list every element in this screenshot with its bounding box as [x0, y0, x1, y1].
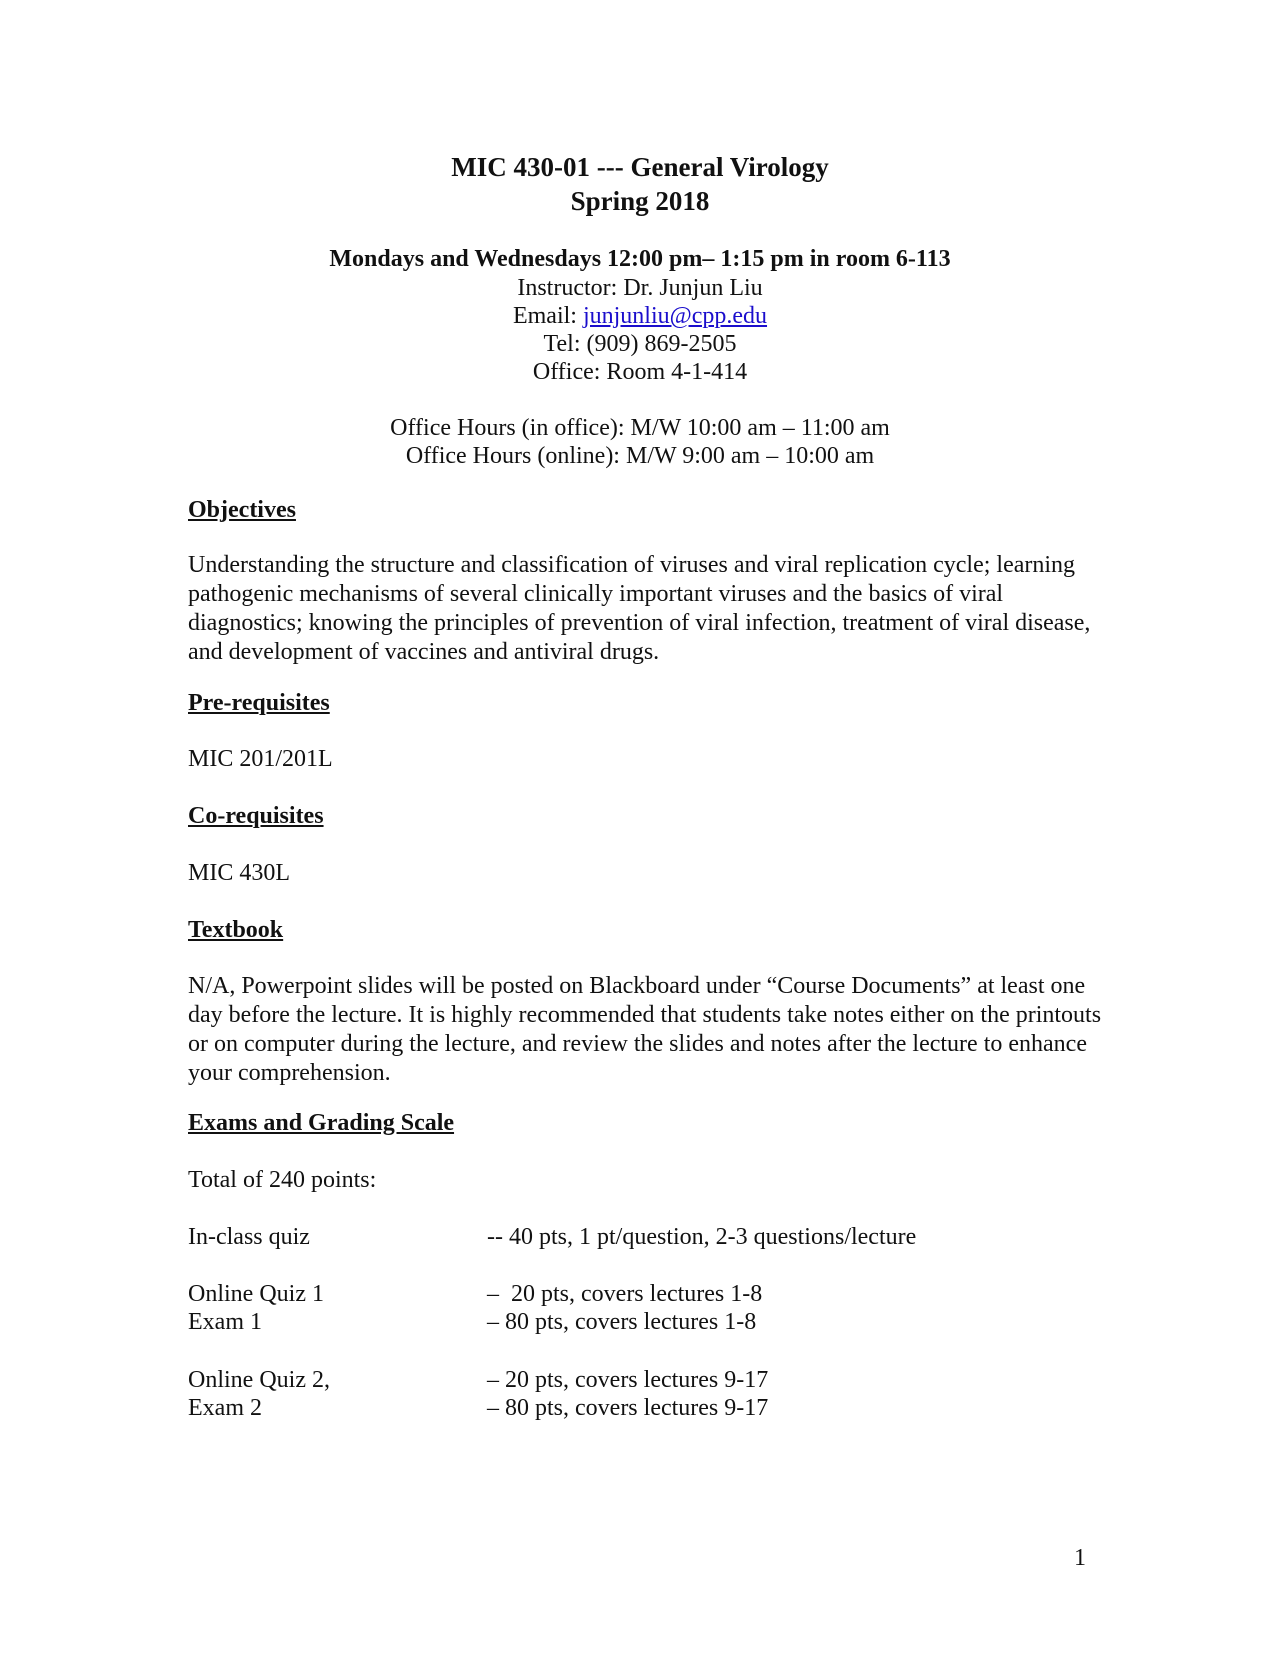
semester-title: Spring 2018 — [570, 186, 710, 216]
email-label: Email: — [512, 303, 583, 329]
grade-item-desc: – 20 pts, covers lectures 1-8 — [487, 1281, 763, 1307]
corequisites-heading: Co-requisites — [188, 803, 324, 829]
exams-total: Total of 240 points: — [188, 1167, 377, 1193]
grade-item-label: Online Quiz 2, — [188, 1367, 330, 1393]
grade-item-label: Exam 1 — [188, 1309, 262, 1335]
prerequisites-text: MIC 201/201L — [188, 746, 333, 772]
grade-item-label: Exam 2 — [188, 1395, 262, 1421]
office-hours-online: Office Hours (online): M/W 9:00 am – 10:00 am — [405, 443, 875, 469]
objectives-heading: Objectives — [188, 497, 296, 523]
grade-item-label: In-class quiz — [188, 1224, 310, 1250]
textbook-text: N/A, Powerpoint slides will be posted on Blackboard under “Course Documents” at least one day before the lecture. It is highly recommended that students take notes either on the printouts or on computer during the lecture, and review the slides and notes after the lecture to enhance your comprehension. — [188, 973, 1102, 1086]
exams-heading: Exams and Grading Scale — [188, 1110, 455, 1136]
grade-item-desc: -- 40 pts, 1 pt/question, 2-3 questions/lecture — [487, 1224, 917, 1250]
page-number: 1 — [1074, 1545, 1086, 1571]
class-schedule: Mondays and Wednesdays 12:00 pm– 1:15 pm in room 6-113 — [329, 246, 951, 272]
email-line — [0, 302, 1280, 331]
prerequisites-heading: Pre-requisites — [188, 690, 330, 716]
email-link[interactable]: junjunliu@cpp.edu — [582, 303, 768, 329]
course-title: MIC 430-01 --- General Virology — [451, 152, 829, 182]
tel-line: Tel: (909) 869-2505 — [543, 331, 737, 357]
instructor-line: Instructor: Dr. Junjun Liu — [517, 275, 763, 301]
grade-item-desc: – 80 pts, covers lectures 1-8 — [487, 1309, 757, 1335]
corequisites-text: MIC 430L — [188, 860, 290, 886]
grade-item-desc: – 20 pts, covers lectures 9-17 — [487, 1367, 769, 1393]
office-line: Office: Room 4-1-414 — [532, 359, 748, 385]
grade-item-desc: – 80 pts, covers lectures 9-17 — [487, 1395, 769, 1421]
objectives-text: Understanding the structure and classification of viruses and viral replication cycle; learning pathogenic mechanisms of several clinically important viruses and the basics of viral diagnostics; knowing the principles of prevention of viral infection, treatment of viral disease, and development of vaccines and antiviral drugs. — [188, 552, 1091, 665]
grade-item-label: Online Quiz 1 — [188, 1281, 324, 1307]
office-hours-in-office: Office Hours (in office): M/W 10:00 am – 11:00 am — [390, 415, 890, 441]
textbook-heading: Textbook — [188, 917, 284, 943]
